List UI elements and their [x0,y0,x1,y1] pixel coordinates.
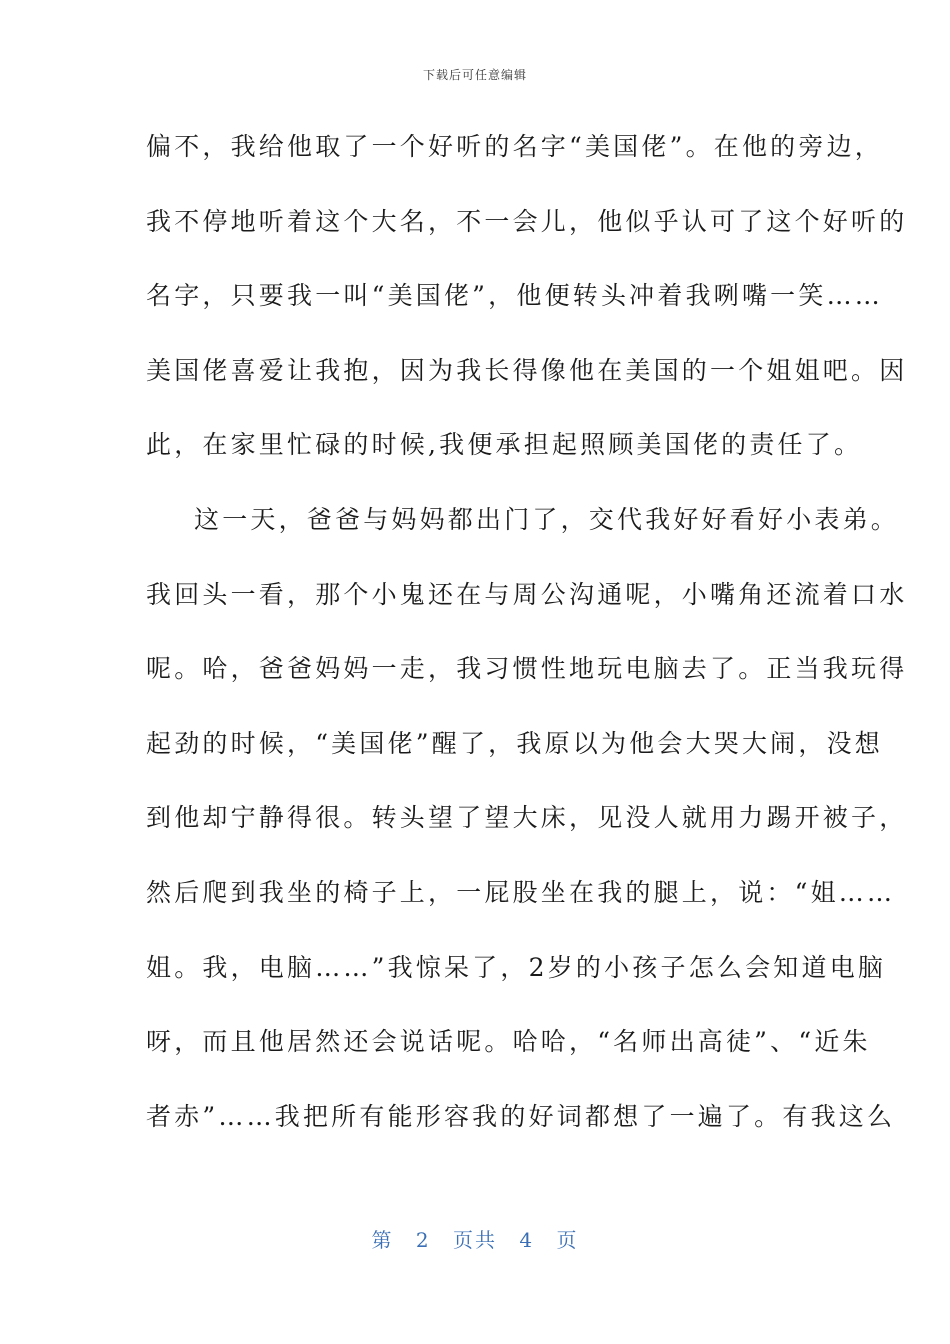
text-line: 我回头一看，那个小鬼还在与周公沟通呢，小嘴角还流着口水 [146,579,908,609]
text-line: 偏不，我给他取了一个好听的名字“美国佬”。在他的旁边， [146,132,883,161]
text-line: 然后爬到我坐的椅子上，一屁股坐在我的腿上，说：“姐…… [146,877,896,907]
text-line: 姐。我，电脑……”我惊呆了，2岁的小孩子怎么会知道电脑 [146,952,887,982]
text-line: 呀，而且他居然还会说话呢。哈哈，“名师出高徒”、“近朱 [146,1027,871,1057]
text-line: 起劲的时候，“美国佬”醒了，我原以为他会大哭大闹，没想 [146,728,883,758]
total-page-number: 4 [519,1228,535,1252]
paragraph-start-line: 这一天，爸爸与妈妈都出门了，交代我好好看好小表弟。 [194,504,900,534]
text-line: 此，在家里忙碌的时候,我便承担起照顾美国佬的责任了。 [146,430,863,460]
footer-middle: 页共 [453,1228,497,1252]
text-line: 名字，只要我一叫“美国佬”，他便转头冲着我咧嘴一笑…… [146,281,883,311]
text-line: 到他却宁静得很。转头望了望大床，见没人就用力踢开被子， [146,803,908,833]
footer-prefix: 第 [371,1228,394,1252]
document-body [146,122,908,1166]
page-header: 下载后可任意编辑 [422,68,527,82]
current-page-number: 2 [415,1228,431,1252]
footer-suffix: 页 [556,1228,579,1252]
page-footer [0,1224,950,1253]
text-line: 美国佬喜爱让我抱，因为我长得像他在美国的一个姐姐吧。因 [146,355,908,385]
text-line: 我不停地听着这个大名，不一会儿，他似乎认可了这个好听的 [146,206,908,236]
text-line: 者赤”……我把所有能形容我的好词都想了一遍了。有我这么 [146,1101,896,1131]
text-line: 呢。哈，爸爸妈妈一走，我习惯性地玩电脑去了。正当我玩得 [146,654,908,684]
